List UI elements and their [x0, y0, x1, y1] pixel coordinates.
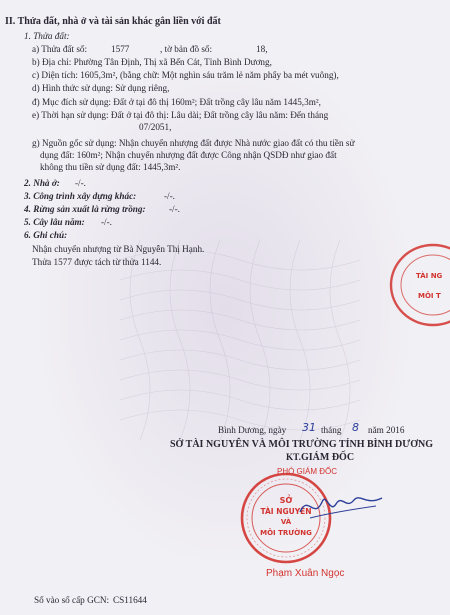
month-label: tháng — [321, 425, 342, 435]
trees-label: 5. Cây lâu năm: — [24, 217, 85, 227]
map-sheet-number: 18, — [256, 44, 268, 54]
place-date-prefix: Bình Dương, ngày — [218, 425, 287, 435]
origin-line1: g) Nguồn gốc sử dụng: Nhận chuyển nhượng đất được Nhà nước giao đất có thu tiền sử — [32, 138, 355, 148]
usage-form: d) Hình thức sử dụng: Sử dụng riêng, — [32, 83, 170, 93]
signer-name: Phạm Xuân Ngọc — [266, 568, 345, 579]
signer-role: GIÁM ĐỐC — [301, 452, 355, 463]
role-prefix: KT. — [286, 452, 301, 462]
forest-label: 4. Rừng sản xuất là rừng trồng: — [24, 204, 146, 214]
partial-seal-right — [378, 240, 450, 330]
section-title: II. Thửa đất, nhà ở và tài sản khác gắn liền với đất — [5, 16, 221, 27]
land-heading: 1. Thửa đất: — [24, 31, 70, 41]
usage-term-line2: 07/2051, — [139, 122, 172, 132]
note-line1: Nhận chuyển nhượng từ Bà Nguyễn Thị Hạnh. — [32, 244, 205, 254]
origin-line2: dụng đất: 160m²; Nhận chuyển nhượng đất được Công nhận QSDĐ như giao đất — [40, 150, 337, 160]
parcel-number: 1577 — [111, 44, 130, 54]
note-line2: Thửa 1577 được tách từ thửa 1144. — [32, 257, 162, 267]
day-handwritten: 31 — [302, 421, 316, 434]
register-number: CS11644 — [113, 595, 147, 605]
seal-text-line4: MÔI TRƯỜNG — [260, 529, 312, 537]
parcel-number-label: a) Thửa đất số: — [32, 44, 88, 54]
handwritten-signature — [296, 484, 386, 529]
month-handwritten: 8 — [352, 421, 359, 434]
construction-label: 3. Công trình xây dựng khác: — [24, 191, 137, 201]
usage-term-line1: e) Thời hạn sử dụng: Đất ở tại đô thị: Lâu dài; Đất trồng cây lâu năm: Đến tháng — [32, 110, 329, 120]
issuing-office: SỞ TÀI NGUYÊN VÀ MÔI TRƯỜNG TỈNH BÌNH DƯƠNG — [170, 439, 433, 450]
seal-text-line2: TÀI NGUYÊN — [260, 507, 312, 516]
house-label: 2. Nhà ở: — [24, 178, 60, 188]
address: b) Địa chỉ: Phường Tân Định, Thị xã Bến Cát, Tỉnh Bình Dương, — [32, 57, 272, 67]
construction-value: -/-. — [164, 191, 175, 201]
seal-text-line1: SỞ — [279, 496, 293, 505]
background-pattern — [120, 240, 360, 440]
map-sheet-label: , tờ bản đồ số: — [160, 44, 213, 54]
house-value: -/-. — [75, 178, 86, 188]
year: năm 2016 — [368, 425, 405, 435]
forest-value: -/-. — [169, 204, 180, 214]
notes-label: 6. Ghi chú: — [24, 230, 68, 240]
usage-purpose: đ) Mục đích sử dụng: Đất ở tại đô thị 160m²; Đất trồng cây lâu năm 1445,3m², — [32, 97, 321, 107]
seal-text-line3: VÀ — [280, 518, 292, 526]
trees-value: -/-. — [101, 217, 112, 227]
area: c) Diện tích: 1605,3m², (bằng chữ: Một nghìn sáu trăm lẻ năm phẩy ba mét vuông), — [32, 70, 339, 80]
register-number-label: Số vào sổ cấp GCN: — [34, 595, 110, 605]
partial-seal-text-2: MÔI T — [418, 292, 441, 300]
origin-line3: không thu tiền sử dụng đất: 1445,3m². — [40, 162, 181, 172]
deputy-title: PHÓ GIÁM ĐỐC — [277, 467, 338, 476]
partial-seal-text-1: TÀI NG — [416, 272, 443, 280]
